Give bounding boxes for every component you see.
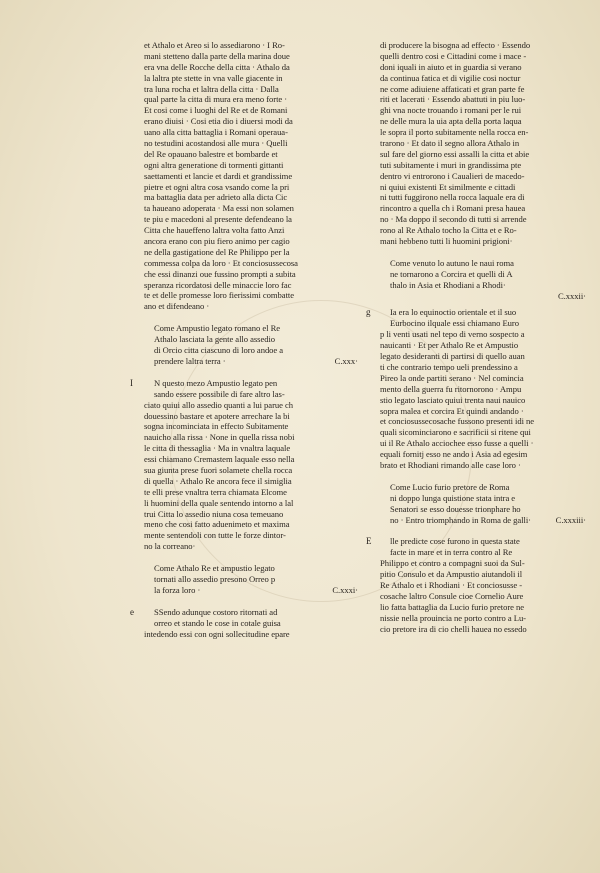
left-text-column [130, 40, 358, 639]
chapter-number: C.xxxi· [332, 584, 358, 595]
heading-line: la forza loro · [154, 584, 201, 595]
heading-line: ni doppo lunga quistione stata intra e [390, 492, 516, 503]
text-line: rincontro a quella ch i Romani presa hauea [380, 203, 526, 214]
text-line: Et cosi come i luoghi del Re et de Romani [144, 105, 288, 116]
text-line: tra luna rocha et laltra della citta · Dalla [144, 83, 279, 94]
left-paragraph-1 [144, 40, 358, 312]
chapter-heading-xxxiii [380, 482, 586, 526]
text-line: legato desideranti di partirsi di quello auan [380, 351, 525, 362]
text-line: intedendo essi con ogni sollecitudine epare [144, 628, 290, 639]
text-line: sando essere possibile di fare altro las- [154, 388, 285, 399]
heading-line: no · Entro triomphando in Roma de galli· [390, 514, 531, 525]
text-line: no testudini acostandosi alle mura · Quelli [144, 138, 288, 149]
text-line: Ia era lo equinoctio orientale et il suo [390, 307, 517, 318]
guide-letter: E [366, 536, 372, 547]
text-line: SSendo adunque costoro ritornati ad [154, 606, 278, 617]
text-line: rono al Re Athalo tocho la Citta et e Ro- [380, 225, 517, 236]
text-line: p li venti usati nel tepo di verno sospecto a [380, 329, 525, 340]
text-line: riti et lacerati · Essendo abattuti in piu luo- [380, 94, 526, 105]
text-line: ui il Re Athalo acciochee esso fusse a quelli · [380, 438, 534, 449]
text-line: quelli dentro cosi e Cittadini come i mace - [380, 50, 527, 61]
text-line: ne della gastigatione del Re Philippo per la [144, 246, 290, 257]
guide-letter: e [130, 606, 134, 617]
text-line: di quella · Athalo Re ancora fece il simiglia [144, 475, 292, 486]
text-line: era vna delle Rocche della citta · Athalo da [144, 61, 290, 72]
chapter-heading-xxx [144, 323, 358, 367]
text-line: le sopra il porto subitamente nella rocca en- [380, 127, 529, 138]
text-line: sua giunta prese fuori solamete chella rocca [144, 464, 293, 475]
text-line: et Athalo et Areo si lo assediarono · I Ro- [144, 40, 285, 50]
right-text-column [366, 40, 586, 634]
text-line: qual parte la citta di mura era meno forte · [144, 94, 288, 105]
text-line: che essi dinanzi oue fussino prompti a subita [144, 268, 296, 279]
text-line: te et delle promesse loro fierissimi combatte [144, 290, 295, 301]
text-line: ne delle mura la uia apta della porta laqua [380, 116, 522, 127]
text-line: sul fare del giorno essi assalli la citta et abie [380, 148, 530, 159]
text-line: sogna incominciata in effecto Subitamente [144, 421, 289, 432]
text-line: ni quiui existenti Et similmente e cittadi [380, 181, 516, 192]
text-line: meno che cosi fatto aduenimeto et maxima [144, 519, 290, 530]
text-line: ancora erano con piu fiero animo per cagio [144, 236, 290, 247]
text-line: trui Citta lo assedio niuna cosa temeuano [144, 508, 284, 519]
text-line: li huomini della quale sentendo intorno a lal [144, 497, 294, 508]
text-line: nauicho alla rissa · None in quella rissa nobi [144, 432, 295, 443]
text-line: trarono · Et dato il segno allora Athalo in [380, 138, 520, 149]
text-line: ta haueano adoperata · Ma essi non solamen [144, 203, 294, 214]
text-line: orreo et stando le cose in cotale guisa [154, 617, 281, 628]
text-line: nissie nella prouincia ne porto contro a Lu- [380, 612, 526, 623]
text-line: ne come adiuiene affaticati et gran parte fe [380, 83, 525, 94]
text-line: dentro vi entrorono i Caualieri de macedo- [380, 170, 525, 181]
text-line: mento della guerra fu ritornorono · Ampu [380, 383, 522, 394]
heading-line: Come venuto lo autuno le naui roma [390, 257, 514, 268]
text-line: te piu e macedoni al presente defendeano la [144, 214, 292, 225]
text-line: brato et Rhodiani rimando alle case loro · [380, 459, 521, 470]
heading-line: Come Ampustio legato romano el Re [154, 323, 281, 334]
left-paragraph-3 [130, 606, 358, 640]
text-line: saettamenti et lancie et dardi et grandissime [144, 170, 293, 181]
text-line: Pireo la onde partiti serano · Nel comincia [380, 372, 524, 383]
chapter-number: C.xxx· [334, 355, 358, 366]
right-paragraph-2 [366, 307, 586, 470]
text-line: da continua fatica et di vigilie cosi noctur [380, 72, 521, 83]
right-paragraph-3 [366, 536, 586, 634]
guide-letter: I [130, 377, 133, 388]
heading-line: Come Lucio furio pretore de Roma [390, 481, 510, 492]
text-line: te elli prese vnaltra terra chiamata Elcome [144, 486, 287, 497]
text-line: commessa colpa da loro · Et conciosussecosa [144, 257, 298, 268]
text-line: mani stetteno dalla parte della marina doue [144, 50, 290, 61]
text-line: N questo mezo Ampustio legato pen [154, 377, 278, 388]
text-line: nauicanti · Et per Athalo Re et Ampustio [380, 340, 519, 351]
heading-line: Come Athalo Re et ampustio legato [154, 563, 275, 574]
text-line: ghi vna nocte trouando i romani per le rui [380, 105, 522, 116]
text-line: Re Athalo et i Rhodiani · Et conciosusse - [380, 579, 523, 590]
heading-line: di Orcio citta ciascuno di loro andoe a [154, 345, 284, 356]
heading-line: thalo in Asia et Rhodiani a Rhodi· [390, 279, 506, 290]
text-line: no · Ma doppo il secondo di tutti si arrende [380, 214, 527, 225]
heading-last-line [154, 585, 358, 596]
text-line: no la correano· [144, 541, 196, 552]
text-line: pietre et ogni altra cosa vsando come la pri [144, 181, 290, 192]
text-line: tuti subitamente i muri in grandissima pte [380, 159, 522, 170]
text-line: pitio Consulo et da Ampustio aiutandoli il [380, 569, 523, 580]
heading-line: prendere laltra terra · [154, 355, 226, 366]
text-line: ma battaglia data per adrieto alla dicta Cic [144, 192, 288, 203]
text-line: ciato quiui allo assedio quanti a lui parue ch [144, 399, 294, 410]
text-line: Citta che haueffeno laltra volta fatto Anzi [144, 225, 285, 236]
text-line: la laltra pte stette in vna valle giacente in [144, 72, 283, 83]
text-line: douessino bastare et apotere arrechare la bi [144, 410, 290, 421]
text-line: quali sicominciarono e sacrificii si ritene qui [380, 427, 531, 438]
right-paragraph-1 [380, 40, 586, 247]
left-paragraph-2 [130, 377, 358, 552]
chapter-heading-xxxi [144, 563, 358, 596]
heading-line: tornati allo assedio presono Orreo p [154, 573, 276, 584]
chapter-number: C.xxxii· [557, 290, 586, 301]
heading-last-line [390, 515, 586, 526]
text-line: ti che contrario tempo ueli prendessino a [380, 361, 518, 372]
text-line: le citta di thessaglia · Ma in vnaltra laquale [144, 443, 291, 454]
text-line: di producere la bisogna ad effecto · Essendo [380, 40, 531, 50]
heading-line: Senatori se esso douesse trionphare ho [390, 503, 521, 514]
text-line: mente sentendoli con tutte le forze dintor- [144, 530, 286, 541]
text-line: essi chiamano Cremastem laquale esso nella [144, 454, 295, 465]
heading-line: ne tornarono a Corcira et quelli di A [390, 268, 513, 279]
text-line: equali fornitj esso ne ando i Asia ad egesim [380, 449, 528, 460]
text-line: ni tutti fuggirono nella rocca laquale era di [380, 192, 525, 203]
text-line: facte in mare et in terra contro al Re [390, 547, 513, 558]
guide-letter: g [366, 307, 371, 318]
text-line: et conciosussecosache fussono presenti idi ne [380, 416, 535, 427]
heading-num-line [390, 291, 586, 302]
text-line: cio pretore ira di cio chelli hauea no essedo [380, 623, 527, 634]
text-line: sopra malea et corcira Et quindi andando · [380, 405, 524, 416]
chapter-number: C.xxxiii· [555, 514, 586, 525]
text-line: uano alla citta battaglia i Romani operaua- [144, 127, 288, 138]
text-line: speranza ricordatosi delle minaccie loro fac [144, 279, 292, 290]
text-line: lle predicte cose furono in questa state [390, 536, 520, 547]
text-line: ogni altra generatione di tormenti gittanti [144, 159, 284, 170]
heading-line: Athalo lasciata la gente allo assedio [154, 334, 276, 345]
text-line: cosache laltro Consule cioe Cornelio Aure [380, 590, 524, 601]
text-line: Philippo et contro a compagni suoi da Sul- [380, 558, 525, 569]
text-line: del Re opauano balestre et bombarde et [144, 148, 278, 159]
text-line: lio fatta battaglia da Lucio furio pretore ne [380, 601, 525, 612]
text-line: mani hebbeno tutti li huomini prigioni· [380, 236, 513, 247]
text-line: ano et difendeano · [144, 301, 210, 312]
chapter-heading-xxxii [380, 258, 586, 302]
text-line: erano diuisi · Cosi etia dio i diuersi modi da [144, 116, 293, 127]
text-line: doni iquali in aiuto et in guardia si verano [380, 61, 522, 72]
heading-last-line [154, 356, 358, 367]
text-line: Eurbocino ilquale essi chiamano Euro [390, 318, 519, 329]
text-line: stio legato lasciato quiui trenta naui nauico [380, 394, 526, 405]
